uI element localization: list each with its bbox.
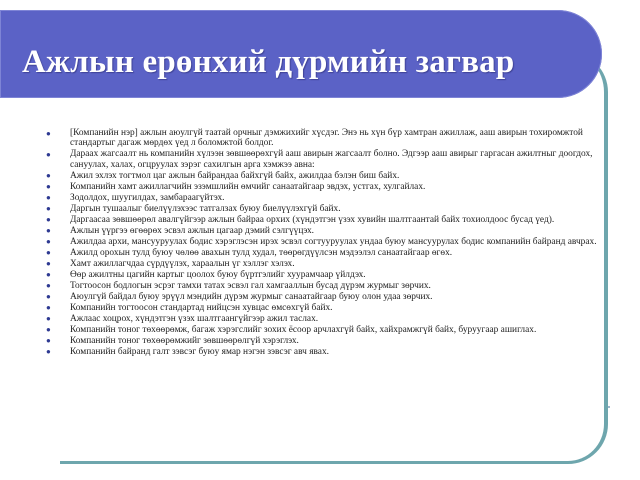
list-item: ● Ажлын үүргээ өгөөрөх эсвэл ажлын цагаар дэмий сэлгүүцэх. <box>46 225 315 236</box>
bullet-icon: ● <box>46 193 51 203</box>
bullet-icon: ● <box>46 281 51 291</box>
bullet-icon: ● <box>46 270 51 280</box>
title-banner <box>0 10 602 98</box>
list-item: ● Ажил эхлэх тогтмол цаг ажлын байрандаа байхгүй байх, ажилдаа бэлэн биш байх. <box>46 170 400 181</box>
bullet-icon: ● <box>46 128 51 138</box>
list-item: ● Компанийн тоног төхөөрөмжийг зөвшөөрөлгүй хэрэглэх. <box>46 335 299 346</box>
slide-content <box>46 128 606 358</box>
list-item: ● Ажилд орохын тулд буюу чөлөө авахын тулд худал, төөрөгдүүлсэн мэдээлэл санаатайгаар өгөх. <box>46 247 453 258</box>
bullet-icon: ● <box>46 182 51 192</box>
list-item: ● Ажилдаа архи, мансууруулах бодис хэрэглэсэн ирэх эсвэл согтууруулах ундаа буюу мансуурулах бодис компанийн байранд авчрах. <box>46 236 597 247</box>
bullet-icon: ● <box>46 215 51 225</box>
list-item: ● Тогтоосон бодлогын эсрэг тамхи татах эсвэл гал хамгааллын бусад дүрэм журмыг зөрчих. <box>46 280 431 291</box>
list-item: ● Компанийн байранд галт зэвсэг буюу ямар нэгэн зэвсэг авч явах. <box>46 346 330 357</box>
bullet-icon: ● <box>46 248 51 258</box>
bullet-icon: ● <box>46 237 51 247</box>
list-item: ● Даргаасаа зөвшөөрөл авалгүйгээр ажлын байраа орхих (хүндэтгэн үзэх хувийн шалтгаантай байх тохиолдоос бусад үед). <box>46 214 555 225</box>
decorative-dot <box>608 406 610 408</box>
list-item: ● Компанийн тоног төхөөрөмж, багаж хэрэгслийг зохих ёсоор арчлахгүй байх, хайхрамжгүй байх, буруугаар ашиглах. <box>46 324 537 335</box>
bullet-icon: ● <box>46 292 51 302</box>
bullet-icon: ● <box>46 171 51 181</box>
list-item: ● Хамт ажиллагчдаа сүрдүүлэх, хараалын үг хэллэг хэлэх. <box>46 258 295 269</box>
rules-list <box>46 128 606 357</box>
list-item: ● Даргын тушаалыг биелүүлэхээс татгалзах буюу биелүүлэхгүй байх. <box>46 203 341 214</box>
bullet-icon: ● <box>46 259 51 269</box>
list-item: ● Аюулгүй байдал буюу эрүүл мэндийн дүрэм журмыг санаатайгаар буюу олон удаа зөрчих. <box>46 291 433 302</box>
bullet-icon: ● <box>46 303 51 313</box>
list-item: ● Компанийн тогтоосон стандартад нийцсэн хувцас өмсөхгүй байх. <box>46 302 333 313</box>
bullet-icon: ● <box>46 336 51 346</box>
list-item: ● Зодолдох, шуугилдах, замбараагүйтэх. <box>46 192 225 203</box>
bullet-icon: ● <box>46 314 51 324</box>
bullet-icon: ● <box>46 325 51 335</box>
bullet-icon: ● <box>46 149 51 159</box>
slide-title: Ажлын ерөнхий дүрмийн загвар <box>22 44 515 80</box>
list-item: ● [Компанийн нэр] ажлын аюулгүй таатай орчныг дэмжихийг хүсдэг. Энэ нь хүн бүр хамтран ажиллаж, ааш авирын тохиромжтой стандартыг дагаж мөрдөх үед л боломжтой болдог. <box>46 128 583 149</box>
list-item: ● Өөр ажилтны цагийн картыг цоолох буюу бүртгэлийг хуурамчаар үйлдэх. <box>46 269 366 280</box>
list-item: ● Ажлаас хоцрох, хүндэтгэн үзэх шалтгаангүйгээр ажил таслах. <box>46 313 319 324</box>
list-item: ● Дараах жагсаалт нь компанийн хүлээн зөвшөөрөхгүй ааш авирын жагсаалт болно. Эдгээр ааш авирыг гаргасан ажилтныг доогдох, сануулах, халах, огцруулах зэрэг сахилгын арга хэмжээ авна: <box>46 149 593 170</box>
bullet-icon: ● <box>46 226 51 236</box>
list-item: ● Компанийн хамт ажиллагчийн эзэмшлийн өмчийг санаатайгаар эвдэх, устгах, хулгайлах. <box>46 181 426 192</box>
bullet-icon: ● <box>46 204 51 214</box>
bullet-icon: ● <box>46 347 51 357</box>
